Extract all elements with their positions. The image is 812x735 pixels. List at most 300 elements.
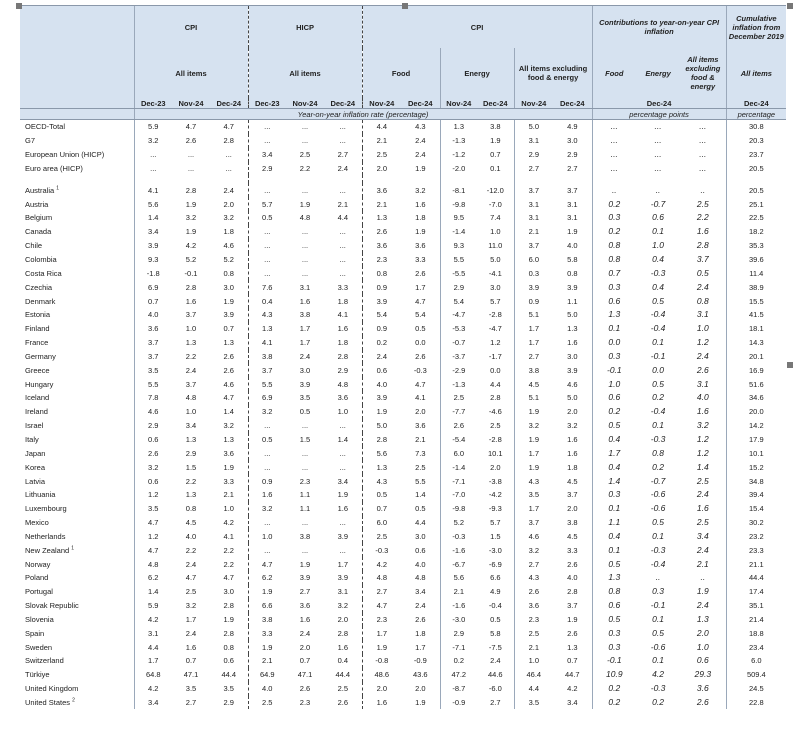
value-cell: 3.1 (337, 587, 348, 597)
value-cell: 0.1 (652, 655, 664, 666)
value-cell: 5.6 (440, 571, 477, 585)
header-contrib-excl: All items excluding food & energy (680, 48, 726, 98)
value-cell: 0.6 (652, 212, 664, 223)
value-cell: 1.2 (696, 433, 709, 444)
value-cell: 3.2 (185, 213, 197, 223)
value-cell: 4.4 (415, 518, 426, 528)
value-cell: 3.1 (514, 197, 553, 211)
value-cell: 22.8 (726, 696, 786, 710)
country-label: Italy (25, 434, 39, 444)
spacer-cell (134, 175, 172, 183)
value-cell: 2.9 (567, 150, 578, 160)
value-cell: -1.6 (440, 543, 477, 557)
value-cell: 4.1 (223, 531, 234, 541)
value-cell: 2.6 (134, 446, 172, 460)
value-cell: 1.9 (299, 559, 311, 569)
table-row (20, 640, 786, 654)
country-name (20, 162, 134, 176)
value-cell: 4.6 (134, 405, 172, 419)
value-cell: 2.7 (514, 350, 553, 364)
value-cell: 0.2 (592, 225, 636, 239)
country-label: Hungary (25, 379, 54, 389)
country-name (20, 613, 134, 627)
value-cell: 3.7 (696, 254, 709, 265)
country-label: Japan (25, 448, 46, 458)
country-name (20, 474, 134, 488)
value-cell: 2.4 (415, 136, 426, 146)
table-row (20, 668, 786, 682)
handle-top-left[interactable] (16, 3, 22, 9)
value-cell: -1.6 (440, 599, 477, 613)
value-cell: 3.0 (567, 351, 578, 361)
value-cell: 11.0 (488, 241, 503, 251)
value-cell: 2.0 (415, 407, 426, 417)
value-cell: ... (339, 241, 346, 251)
spacer-cell (248, 175, 286, 183)
table-row (20, 148, 786, 162)
value-cell: 3.4 (415, 587, 426, 597)
table-row (20, 474, 786, 488)
country-label: Euro area (HICP) (25, 163, 83, 173)
value-cell: 2.2 (223, 545, 234, 555)
value-cell: 0.7 (592, 266, 636, 280)
value-cell: 0.9 (514, 294, 553, 308)
table-row (20, 446, 786, 460)
value-cell: 2.9 (134, 419, 172, 433)
value-cell: 2.6 (696, 364, 709, 375)
value-cell: 4.5 (567, 476, 578, 486)
value-cell: 0.2 (592, 197, 636, 211)
value-cell: 1.3 (440, 120, 477, 134)
value-cell: 1.1 (299, 490, 311, 500)
value-cell: 39.4 (726, 488, 786, 502)
value-cell: -2.8 (488, 434, 502, 444)
value-cell: ... (134, 148, 172, 162)
value-cell: 0.5 (652, 378, 664, 389)
table-row (20, 197, 786, 211)
value-cell: 4.2 (652, 669, 664, 680)
value-cell: 9.3 (440, 239, 477, 253)
value-cell: 0.5 (652, 627, 664, 638)
value-cell: 2.3 (299, 476, 311, 486)
value-cell: 1.3 (185, 338, 197, 348)
value-cell: 0.1 (652, 530, 664, 541)
value-cell: ... (248, 266, 286, 280)
value-cell: 0.8 (696, 295, 709, 306)
value-cell: -0.3 (650, 544, 666, 555)
value-cell: -1.2 (440, 148, 477, 162)
value-cell: 2.4 (696, 544, 709, 555)
value-cell: ... (248, 239, 286, 253)
country-name (20, 405, 134, 419)
country-name (20, 120, 134, 134)
table-row (20, 654, 786, 668)
value-cell: 5.0 (567, 393, 578, 403)
value-cell: 5.0 (362, 419, 401, 433)
value-cell: 2.6 (567, 628, 578, 638)
value-cell: 4.9 (490, 587, 501, 597)
value-cell: 0.5 (299, 407, 311, 417)
value-cell: -9.8 (440, 502, 477, 516)
value-cell: 3.6 (696, 683, 709, 694)
value-cell: 1.0 (696, 641, 709, 652)
country-name (20, 266, 134, 280)
value-cell: 3.1 (696, 309, 709, 320)
value-cell: 0.1 (652, 420, 664, 431)
table-header (20, 6, 786, 120)
country-label: Türkiye (25, 670, 50, 680)
value-cell: ... (339, 462, 346, 472)
period-header: Nov-24 (440, 98, 477, 109)
value-cell: 0.5 (652, 295, 664, 306)
value-cell: 0.4 (592, 529, 636, 543)
value-cell: -1.3 (440, 377, 477, 391)
value-cell: -1.7 (488, 351, 502, 361)
value-cell: ... (301, 227, 309, 237)
value-cell: 0.3 (652, 586, 664, 597)
value-cell: 2.6 (362, 225, 401, 239)
value-cell: 0.4 (248, 294, 286, 308)
value-cell: 0.4 (592, 460, 636, 474)
value-cell: -1.4 (440, 460, 477, 474)
value-cell: 3.6 (514, 599, 553, 613)
value-cell: 5.8 (490, 628, 501, 638)
value-cell: -0.7 (440, 336, 477, 350)
value-cell: -5.4 (440, 433, 477, 447)
value-cell: 1.3 (696, 613, 709, 624)
value-cell: ... (248, 134, 286, 148)
country-label: Lithuania (25, 490, 56, 500)
value-cell: 3.8 (514, 363, 553, 377)
value-cell: 1.6 (248, 488, 286, 502)
value-cell: 1.7 (592, 446, 636, 460)
value-cell: -0.6 (650, 503, 666, 514)
value-cell: 5.7 (490, 518, 501, 528)
value-cell: ... (654, 149, 662, 160)
country-label: Iceland (25, 393, 50, 403)
value-cell: 2.5 (415, 462, 426, 472)
country-label: Colombia (25, 255, 57, 265)
period-header: Dec-23 (248, 98, 286, 109)
header-cpi: CPI (134, 6, 248, 49)
header-cum-all-items: All items (726, 48, 786, 98)
value-cell: 1.2 (696, 337, 709, 348)
value-cell: -4.6 (488, 407, 502, 417)
value-cell: 6.2 (248, 571, 286, 585)
value-cell: 20.5 (726, 183, 786, 197)
value-cell: -0.3 (413, 365, 427, 375)
value-cell: 7.8 (134, 391, 172, 405)
value-cell: 1.6 (185, 296, 197, 306)
value-cell: 22.5 (726, 211, 786, 225)
value-cell: 18.2 (726, 225, 786, 239)
value-cell: -6.7 (440, 557, 477, 571)
value-cell: 35.1 (726, 599, 786, 613)
value-cell: 2.9 (440, 626, 477, 640)
value-cell: 5.2 (185, 255, 197, 265)
value-cell: 3.7 (514, 516, 553, 530)
table-row (20, 134, 786, 148)
value-cell: 0.4 (652, 254, 664, 265)
value-cell: ... (654, 162, 662, 173)
header-all-items: All items (134, 48, 248, 98)
value-cell: 4.9 (567, 122, 578, 132)
value-cell: 1.9 (567, 614, 578, 624)
value-cell: ... (248, 446, 286, 460)
value-cell: 1.9 (223, 296, 234, 306)
value-cell: 4.5 (514, 377, 553, 391)
value-cell: 2.3 (299, 698, 311, 708)
country-name (20, 419, 134, 433)
value-cell: 2.4 (185, 559, 197, 569)
country-name (20, 225, 134, 239)
value-cell: 2.0 (415, 684, 426, 694)
country-name (20, 696, 134, 710)
value-cell: 1.7 (134, 654, 172, 668)
value-cell: 4.8 (362, 571, 401, 585)
value-cell: 3.5 (185, 684, 197, 694)
value-cell: -0.4 (650, 309, 666, 320)
country-label: Greece (25, 365, 50, 375)
country-label: Slovenia (25, 614, 54, 624)
value-cell: 2.5 (299, 150, 311, 160)
value-cell: 4.0 (696, 392, 709, 403)
value-cell: ... (339, 448, 346, 458)
country-name (20, 571, 134, 585)
value-cell: 2.1 (696, 558, 709, 569)
value-cell: 2.9 (248, 162, 286, 176)
value-cell: -2.8 (488, 310, 502, 320)
value-cell: 2.7 (337, 150, 348, 160)
value-cell: 3.8 (248, 350, 286, 364)
value-cell: -0.3 (650, 267, 666, 278)
value-cell: 6.0 (440, 446, 477, 460)
value-cell: ... (339, 545, 346, 555)
value-cell: 2.6 (415, 614, 426, 624)
value-cell: 23.3 (726, 543, 786, 557)
value-cell: 21.1 (726, 557, 786, 571)
value-cell: 3.1 (696, 378, 709, 389)
value-cell: 3.4 (248, 148, 286, 162)
period-header: Dec-24 (477, 98, 514, 109)
country-name (20, 308, 134, 322)
value-cell: 0.6 (592, 294, 636, 308)
country-label: United Kingdom (25, 684, 79, 694)
value-cell: ... (248, 516, 286, 530)
value-cell: -9.8 (440, 197, 477, 211)
corner-cell-3 (20, 98, 134, 109)
table-row (20, 294, 786, 308)
handle-right[interactable] (787, 362, 793, 368)
value-cell: 0.6 (592, 599, 636, 613)
value-cell: 1.9 (514, 460, 553, 474)
value-cell: 0.1 (490, 163, 501, 173)
value-cell: 47.2 (440, 668, 477, 682)
country-label: Finland (25, 324, 50, 334)
value-cell: 2.2 (185, 351, 197, 361)
value-cell: 3.3 (223, 476, 234, 486)
value-cell: 0.6 (415, 545, 426, 555)
value-cell: 1.5 (299, 434, 311, 444)
country-name (20, 433, 134, 447)
value-cell: 2.2 (696, 212, 709, 223)
value-cell: 5.8 (567, 255, 578, 265)
value-cell: 3.6 (415, 421, 426, 431)
country-label: G7 (25, 136, 36, 146)
unit-percentage: percentage (726, 109, 786, 120)
value-cell: 10.1 (726, 446, 786, 460)
value-cell: 3.5 (223, 684, 234, 694)
value-cell: 1.3 (185, 434, 197, 444)
value-cell: 1.6 (299, 296, 311, 306)
value-cell: -5.3 (440, 322, 477, 336)
spacer-cell (636, 175, 680, 183)
value-cell: 4.2 (362, 557, 401, 571)
value-cell: 4.6 (514, 529, 553, 543)
table-row (20, 336, 786, 350)
header-food: Food (362, 48, 440, 98)
value-cell: 4.7 (134, 516, 172, 530)
value-cell: 0.3 (592, 640, 636, 654)
value-cell: 15.2 (726, 460, 786, 474)
value-cell: 4.7 (223, 573, 234, 583)
value-cell: 0.3 (514, 266, 553, 280)
spacer-cell (592, 175, 636, 183)
country-name (20, 211, 134, 225)
value-cell: ... (187, 150, 195, 160)
value-cell: 2.1 (362, 197, 401, 211)
table-row (20, 280, 786, 294)
value-cell: 0.5 (415, 324, 426, 334)
value-cell: 2.0 (490, 462, 501, 472)
value-cell: 2.4 (696, 350, 709, 361)
value-cell: ... (339, 255, 346, 265)
value-cell: ... (592, 162, 636, 176)
value-cell: 0.5 (696, 267, 709, 278)
period-header: Nov-24 (172, 98, 210, 109)
table-row (20, 377, 786, 391)
value-cell: 4.7 (185, 573, 197, 583)
value-cell: 0.1 (592, 502, 636, 516)
value-cell: 2.4 (490, 656, 501, 666)
value-cell: 2.4 (362, 350, 401, 364)
value-cell: 1.6 (337, 504, 348, 514)
spacer-cell (514, 175, 553, 183)
country-name (20, 183, 134, 197)
value-cell: 2.6 (223, 351, 234, 361)
value-cell: 1.6 (362, 696, 401, 710)
country-label: Slovak Republic (25, 601, 79, 611)
value-cell: -7.7 (440, 405, 477, 419)
value-cell: 3.5 (514, 696, 553, 710)
value-cell: 2.8 (362, 433, 401, 447)
value-cell: 0.3 (592, 280, 636, 294)
value-cell: 1.8 (415, 213, 426, 223)
value-cell: 3.7 (185, 310, 197, 320)
period-header: Dec-24 (553, 98, 592, 109)
value-cell: 0.1 (592, 322, 636, 336)
value-cell: 3.0 (223, 587, 234, 597)
value-cell: 3.9 (299, 379, 311, 389)
value-cell: 1.7 (415, 642, 426, 652)
country-name (20, 363, 134, 377)
value-cell: 0.3 (592, 488, 636, 502)
value-cell: 47.1 (183, 670, 199, 680)
value-cell: -1.4 (440, 225, 477, 239)
value-cell: 4.1 (134, 183, 172, 197)
value-cell: 18.8 (726, 626, 786, 640)
value-cell: -3.0 (488, 545, 502, 555)
value-cell: 2.7 (514, 162, 553, 176)
value-cell: -6.0 (488, 684, 502, 694)
value-cell: 0.7 (567, 656, 578, 666)
value-cell: 1.6 (696, 503, 709, 514)
value-cell: 2.3 (362, 613, 401, 627)
value-cell: 1.3 (362, 460, 401, 474)
spacer-cell (362, 175, 401, 183)
table-row (20, 516, 786, 530)
value-cell: -7.0 (440, 488, 477, 502)
value-cell: -12.0 (486, 185, 504, 195)
value-cell: 1.1 (592, 516, 636, 530)
value-cell: 1.7 (514, 446, 553, 460)
value-cell: 1.9 (362, 405, 401, 419)
period-header: Nov-24 (514, 98, 553, 109)
table-row (20, 322, 786, 336)
handle-top[interactable] (402, 3, 408, 9)
value-cell: 2.8 (490, 393, 501, 403)
value-cell: 44.7 (565, 670, 580, 680)
value-cell: 4.2 (223, 518, 234, 528)
value-cell: -3.7 (440, 350, 477, 364)
value-cell: 64.9 (248, 668, 286, 682)
header-excl-food-energy: All items excluding food & energy (514, 48, 592, 98)
spacer-cell (286, 175, 324, 183)
value-cell: 4.6 (223, 241, 234, 251)
value-cell: 1.4 (696, 461, 709, 472)
value-cell: 5.9 (134, 120, 172, 134)
value-cell: 1.6 (337, 324, 348, 334)
value-cell: 5.0 (514, 120, 553, 134)
country-label: European Union (HICP) (25, 150, 105, 160)
value-cell: 0.4 (592, 433, 636, 447)
value-cell: 2.0 (299, 642, 311, 652)
value-cell: 0.4 (337, 656, 348, 666)
value-cell: 1.9 (223, 614, 234, 624)
value-cell: 1.9 (299, 199, 311, 209)
value-cell: 0.0 (652, 364, 664, 375)
value-cell: 1.1 (567, 296, 578, 306)
value-cell: 1.7 (185, 614, 197, 624)
header-contrib-food: Food (592, 48, 636, 98)
value-cell: 3.9 (134, 239, 172, 253)
spacer-cell (553, 175, 592, 183)
table-row (20, 419, 786, 433)
value-cell: 2.6 (514, 585, 553, 599)
handle-top-right[interactable] (787, 3, 793, 9)
value-cell: 1.7 (514, 322, 553, 336)
value-cell: 3.2 (415, 185, 426, 195)
value-cell: -2.9 (440, 363, 477, 377)
value-cell: 1.9 (567, 227, 578, 237)
value-cell: 7.3 (415, 448, 426, 458)
value-cell: 2.4 (696, 281, 709, 292)
country-name (20, 460, 134, 474)
value-cell: 6.9 (248, 391, 286, 405)
value-cell: 3.9 (362, 391, 401, 405)
country-name (20, 377, 134, 391)
value-cell: 3.0 (299, 365, 311, 375)
